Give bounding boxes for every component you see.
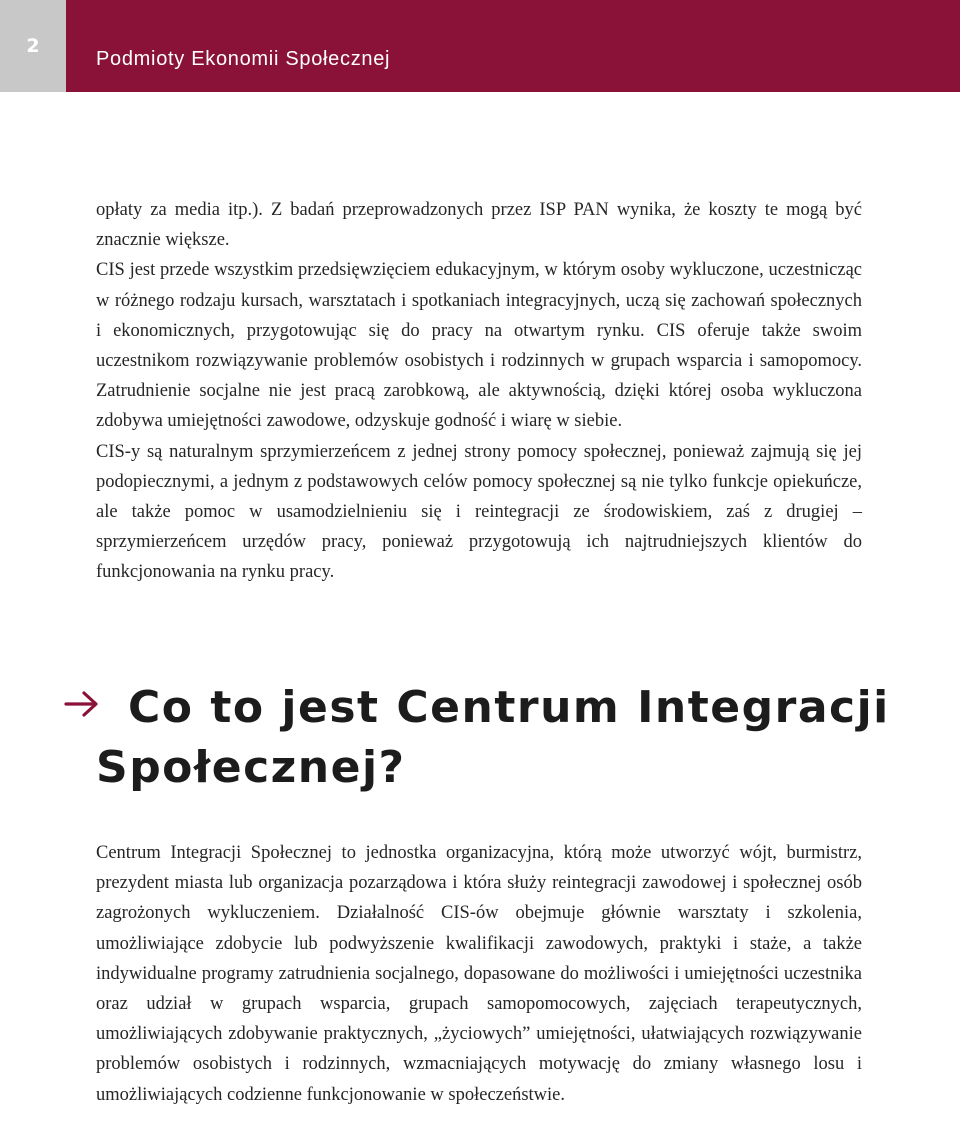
- paragraph: CIS jest przede wszystkim przedsięwzięciem edukacyjnym, w którym osoby wykluczone, uczestnicząc w różnego rodzaju kursach, warsztatach i spotkaniach integracyjnych, uczą się zachowań społecznych i ekonomicznych, przygotowując się do pracy na otwartym rynku. CIS oferuje także swoim uczestnikom rozwiązywanie problemów osobistych i rodzinnych w grupach wsparcia i samopomocy. Zatrudnienie socjalne nie jest pracą zarobkową, ale aktywnością, dzięki której osoba wykluczona zdobywa umiejętności zawodowe, odzyskuje godność i wiarę w siebie.: [96, 260, 862, 432]
- paragraph: CIS-y są naturalnym sprzymierzeńcem z jednej strony pomocy społecznej, ponieważ zajmują się jej podopiecznymi, a jednym z podstawowych celów pomocy społecznej są nie tylko funkcje opiekuńcze, ale także pomoc w usamodzielnieniu się i reintegracji ze środowiskiem, zaś z drugiej – sprzymierzeńcem urzędów pracy, ponieważ przygotowują ich najtrudniejszych klientów do funkcjonowania na rynku pracy.: [96, 441, 862, 583]
- paragraph: opłaty za media itp.). Z badań przeprowadzonych przez ISP PAN wynika, że koszty te mogą być znacznie większe.: [96, 200, 862, 251]
- body-section-2: [96, 838, 862, 1110]
- heading-line-2: Społecznej?: [96, 742, 406, 793]
- header-title: Podmioty Ekonomii Społecznej: [96, 48, 391, 70]
- header-bar: [66, 0, 960, 92]
- page-header: [0, 0, 960, 92]
- heading-line-1: Co to jest Centrum Integracji: [128, 682, 890, 733]
- section-heading: [64, 678, 924, 798]
- page-number: 2: [0, 0, 66, 92]
- arrow-right-icon: [64, 690, 100, 718]
- paragraph: Centrum Integracji Społecznej to jednostka organizacyjna, którą może utworzyć wójt, burmistrz, prezydent miasta lub organizacja pozarządowa i która służy reintegracji zawodowej i społecznej osób zagrożonych wykluczeniem. Działalność CIS-ów obejmuje głównie warsztaty i szkolenia, umożliwiające zdobycie lub podwyższenie kwalifikacji zawodowych, praktyki i staże, a także indywidualne programy zatrudnienia socjalnego, dopasowane do możliwości i umiejętności uczestnika oraz udział w grupach wsparcia, grupach samopomocowych, zajęciach terapeutycznych, umożliwiających zdobywanie praktycznych, „życiowych” umiejętności, ułatwiających rozwiązywanie problemów osobistych i rodzinnych, wzmacniających motywację do zmiany własnego losu i umożliwiających codzienne funkcjonowanie w społeczeństwie.: [96, 843, 862, 1105]
- body-section-1: [96, 195, 862, 588]
